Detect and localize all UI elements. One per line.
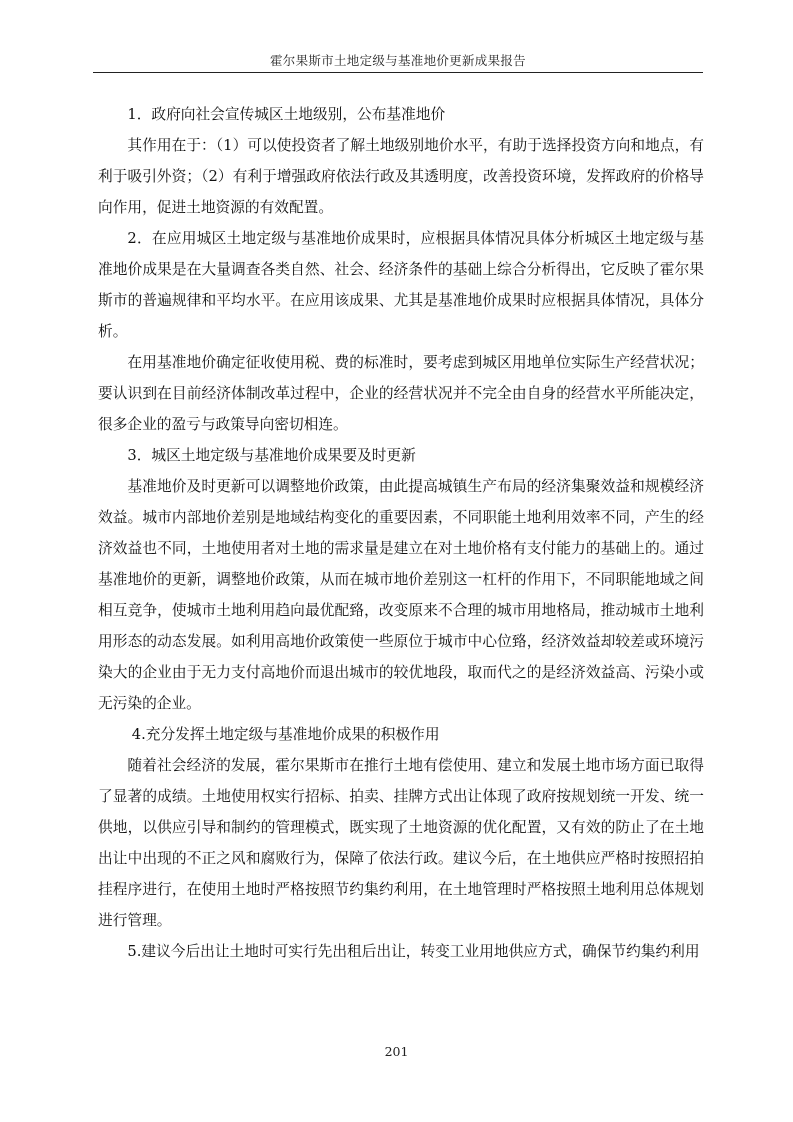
paragraph: 其作用在于：（1）可以使投资者了解土地级别地价水平，有助于选择投资方向和地点，有利于吸引外资；（2）有利于增强政府依法行政及其透明度，改善投资环境，发挥政府的价格导向作用，促进土地资源的有效配置。 <box>98 137 704 216</box>
running-header: 霍尔果斯市土地定级与基准地价更新成果报告 <box>269 53 526 68</box>
paragraph: 在用基准地价确定征收使用税、费的标准时，要考虑到城区用地单位实际生产经营状况；要认识到在目前经济体制改革过程中，企业的经营状况并不完全由自身的经营水平所能决定，很多企业的盈亏与政策导向密切相连。 <box>98 354 704 433</box>
section-heading-5: 5.建议今后出让土地时可实行先出租后出让，转变工业用地供应方式，确保节约集约利用 <box>127 943 700 960</box>
page-number: 201 <box>384 1044 409 1059</box>
paragraph: 基准地价及时更新可以调整地价政策，由此提高城镇生产布局的经济集聚效益和规模经济效益。城市内部地价差别是地域结构变化的重要因素，不同职能土地利用效率不同，产生的经济效益也不同，土地使用者对土地的需求量是建立在对土地价格有支付能力的基础上的。通过基准地价的更新，调整地价政策，从而在城市地价差别这一杠杆的作用下，不同职能地域之间相互竞争，使城市土地利用趋向最优配臵，改变原来不合理的城市用地格局，推动城市土地利用形态的动态发展。如利用高地价政策使一些原位于城市中心位臵，经济效益却较差或环境污染大的企业由于无力支付高地价而退出城市的较优地段，取而代之的是经济效益高、污染小或无污染的企业。 <box>98 478 704 712</box>
paragraph: 随着社会经济的发展，霍尔果斯市在推行土地有偿使用、建立和发展土地市场方面已取得了显著的成绩。土地使用权实行招标、拍卖、挂牌方式出让体现了政府按规划统一开发、统一供地，以供应引导和制约的管理模式，既实现了土地资源的优化配置，又有效的防止了在土地出让中出现的不正之风和腐败行为，保障了依法行政。建议今后，在土地供应严格时按照招拍挂程序进行，在使用土地时严格按照节约集约利用，在土地管理时严格按照土地利用总体规划进行管理。 <box>98 757 704 929</box>
section-heading-3: 3．城区土地定级与基准地价成果要及时更新 <box>127 447 416 464</box>
document-body <box>98 99 704 967</box>
section-heading-4: 4.充分发挥土地定级与基准地价成果的积极作用 <box>131 726 440 743</box>
section-heading-2: 2．在应用城区土地定级与基准地价成果时，应根据具体情况具体分析城区土地定级与基准地价成果是在大量调查各类自然、社会、经济条件的基础上综合分析得出，它反映了霍尔果斯市的普遍规律和平均水平。在应用该成果、尤其是基准地价成果时应根据具体情况，具体分析。 <box>98 230 704 340</box>
header-divider <box>93 72 703 73</box>
section-heading-1: 1．政府向社会宣传城区土地级别，公布基准地价 <box>127 106 446 123</box>
